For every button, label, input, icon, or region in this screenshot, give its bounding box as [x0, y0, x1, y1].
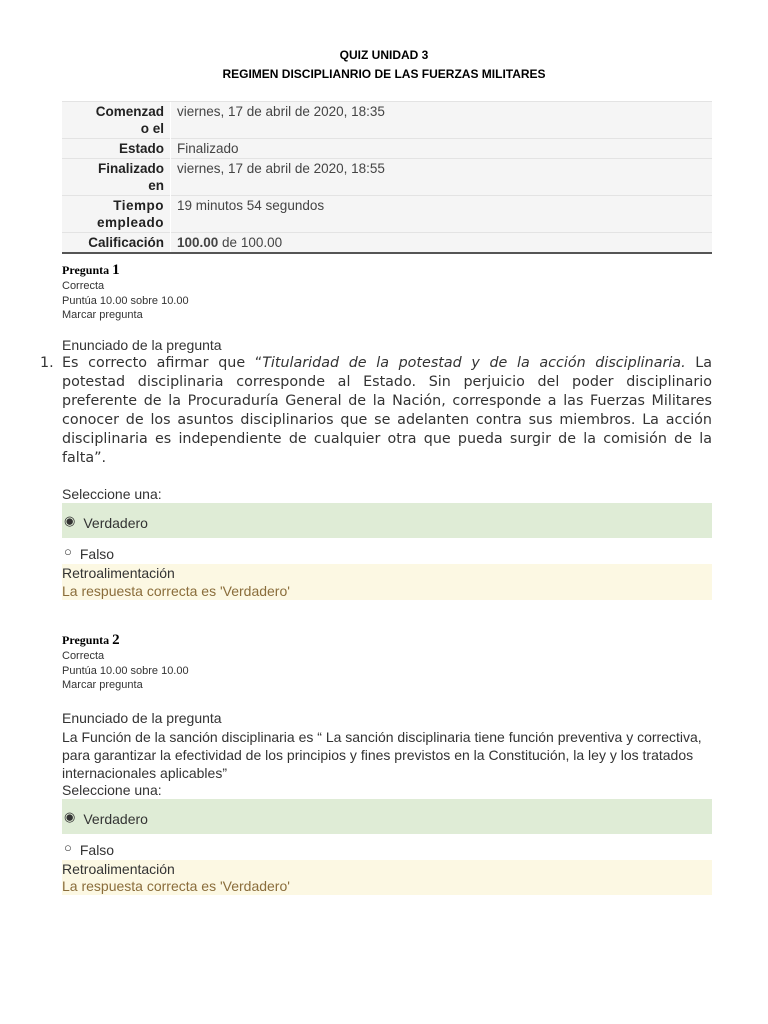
question-1-feedback [62, 564, 712, 600]
summary-value-state: Finalizado [171, 139, 713, 159]
attempt-summary-table [62, 101, 712, 254]
summary-label-grade: Calificación [62, 233, 171, 254]
question-1-status: Correcta [62, 280, 105, 292]
question-1-text: 1. Es correcto afirmar que “Titularidad de la potestad y de la acción disciplinaria. La potestad disciplinaria corresponde al Estado. Sin perjuicio del poder disciplinario preferente de la Procuraduría General de la Nación, corresponde a las Fuerzas Militares conocer de los asuntos disciplinarios que se adelanten contra sus miembros. La acción disciplinaria es independiente de cualquier otra que pueda surgir de la comisión de la falta”. [40, 355, 712, 466]
question-1-feedback-text: La respuesta correcta es 'Verdadero' [62, 583, 290, 599]
question-2-heading: Pregunta 2 [62, 632, 120, 648]
summary-row-time [62, 196, 712, 233]
summary-value-finished: viernes, 17 de abril de 2020, 18:55 [171, 159, 713, 196]
quiz-title: QUIZ UNIDAD 3 [339, 48, 429, 62]
question-1-heading: Pregunta 1 [62, 262, 120, 278]
question-1-select-label: Seleccione una: [62, 486, 162, 502]
summary-row-finished [62, 159, 712, 196]
question-2-option-true[interactable] [62, 799, 712, 834]
radio-unselected-icon[interactable]: ○ [64, 840, 72, 855]
summary-value-grade: 100.00 de 100.00 [171, 233, 713, 254]
summary-row-started [62, 102, 712, 139]
summary-label-finished: Finalizado en [62, 159, 171, 196]
question-1-option-true-label: Verdadero [83, 515, 148, 531]
question-1-prompt-label: Enunciado de la pregunta [62, 337, 222, 353]
question-1-info [62, 279, 189, 323]
quiz-subtitle: REGIMEN DISCIPLIANRIO DE LAS FUERZAS MILITARES [222, 67, 546, 81]
radio-selected-icon[interactable]: ◉ [64, 809, 76, 824]
question-2-score: Puntúa 10.00 sobre 10.00 [62, 664, 189, 677]
question-2-prompt-label: Enunciado de la pregunta [62, 710, 222, 726]
radio-selected-icon[interactable]: ◉ [64, 513, 76, 528]
summary-label-time: Tiempo empleado [62, 196, 171, 233]
question-2-option-true-label: Verdadero [83, 811, 148, 827]
question-2-feedback-title: Retroalimentación [62, 861, 175, 877]
summary-label-state: Estado [62, 139, 171, 159]
question-2-status: Correcta [62, 650, 105, 662]
question-2-text: La Función de la sanción disciplinaria es “ La sanción disciplinaria tiene función preventiva y correctiva, para garantizar la efectividad de los principios y fines previstos en la Constitución, la ley y los tratados internacionales aplicables” [62, 729, 702, 781]
summary-value-started: viernes, 17 de abril de 2020, 18:35 [171, 102, 713, 139]
question-2-option-false-label: Falso [79, 842, 115, 858]
question-1-score: Puntúa 10.00 sobre 10.00 [62, 294, 189, 307]
question-2-select-label: Seleccione una: [62, 782, 162, 798]
question-2-info [62, 649, 189, 693]
question-1-feedback-title: Retroalimentación [62, 565, 175, 581]
question-1-option-true[interactable] [62, 503, 712, 538]
summary-row-state [62, 139, 712, 159]
question-2-feedback-text: La respuesta correcta es 'Verdadero' [62, 878, 290, 894]
question-2-option-false[interactable] [62, 836, 712, 858]
radio-unselected-icon[interactable]: ○ [64, 544, 72, 559]
summary-row-grade [62, 233, 712, 254]
question-1-flag-link[interactable]: Marcar pregunta [62, 309, 143, 321]
summary-value-time: 19 minutos 54 segundos [171, 196, 713, 233]
question-2-flag-link[interactable]: Marcar pregunta [62, 679, 143, 691]
question-1-option-false[interactable] [62, 540, 712, 562]
question-2-feedback [62, 860, 712, 895]
summary-label-started: Comenzad o el [62, 102, 171, 139]
question-1-list-number: 1. [40, 355, 54, 371]
question-1-option-false-label: Falso [79, 546, 115, 562]
